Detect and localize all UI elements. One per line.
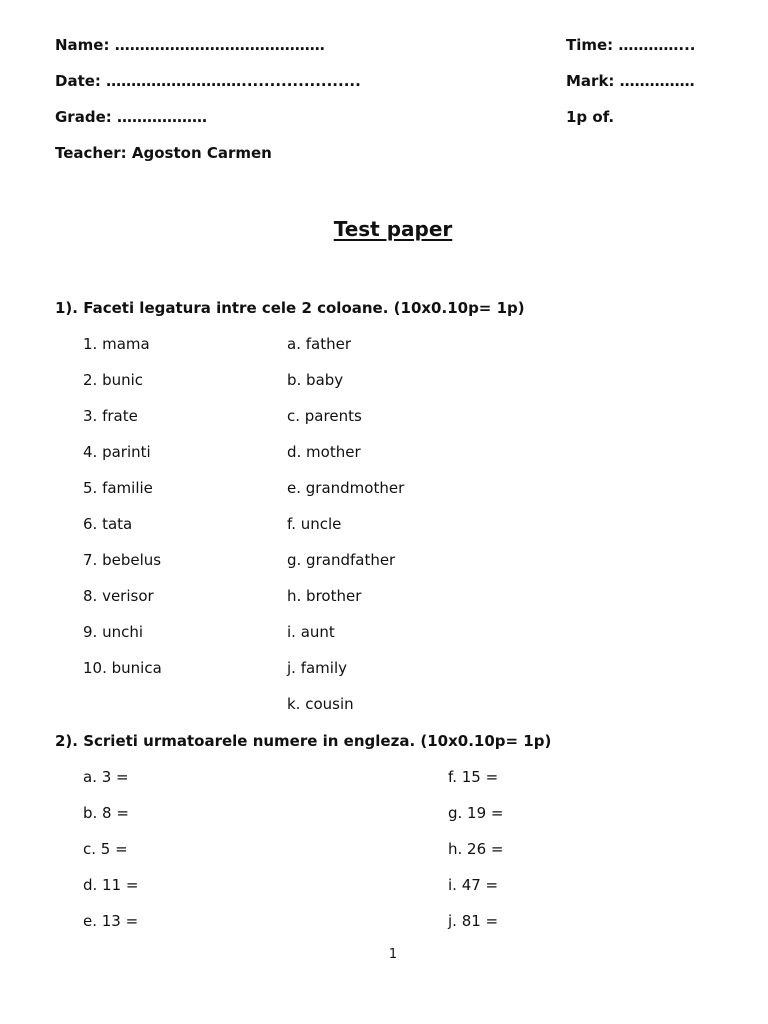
exercise-1-instruction: 1). Faceti legatura intre cele 2 coloane. (10x0.10p= 1p)	[55, 299, 525, 317]
list-item: 5. familie	[83, 479, 153, 497]
list-item: d. mother	[287, 443, 361, 461]
list-item: i. aunt	[287, 623, 335, 641]
grade-field-label: Grade: ………………	[55, 108, 207, 126]
exercise-2-instruction: 2). Scrieti urmatoarele numere in engleza. (10x0.10p= 1p)	[55, 732, 552, 750]
list-item: a. father	[287, 335, 351, 353]
date-field-label: Date: ……………………….....................	[55, 72, 361, 90]
page-number: 1	[388, 947, 398, 962]
list-item: g. grandfather	[287, 551, 396, 569]
list-item: i. 47 =	[448, 876, 499, 894]
list-item: e. 13 =	[83, 912, 139, 930]
list-item: 2. bunic	[83, 371, 144, 389]
name-field-label: Name: ……………………………………	[55, 36, 325, 54]
list-item: h. 26 =	[448, 840, 504, 858]
list-item: 8. verisor	[83, 587, 154, 605]
list-item: 9. unchi	[83, 623, 144, 641]
time-field-label: Time: …………...	[566, 36, 696, 54]
list-item: 3. frate	[83, 407, 138, 425]
list-item: 10. bunica	[83, 659, 162, 677]
list-item: h. brother	[287, 587, 362, 605]
page-title: Test paper	[333, 217, 453, 241]
list-item: f. uncle	[287, 515, 342, 533]
list-item: b. 8 =	[83, 804, 129, 822]
list-item: j. family	[287, 659, 347, 677]
list-item: 6. tata	[83, 515, 133, 533]
list-item: 7. bebelus	[83, 551, 162, 569]
list-item: a. 3 =	[83, 768, 129, 786]
list-item: j. 81 =	[448, 912, 499, 930]
list-item: 1. mama	[83, 335, 150, 353]
list-item: f. 15 =	[448, 768, 499, 786]
list-item: g. 19 =	[448, 804, 504, 822]
list-item: 4. parinti	[83, 443, 151, 461]
points-label: 1p of.	[566, 108, 615, 126]
teacher-label: Teacher: Agoston Carmen	[55, 144, 272, 162]
list-item: c. 5 =	[83, 840, 128, 858]
mark-field-label: Mark: ……………	[566, 72, 695, 90]
list-item: e. grandmother	[287, 479, 405, 497]
list-item: d. 11 =	[83, 876, 139, 894]
list-item: b. baby	[287, 371, 344, 389]
list-item: k. cousin	[287, 695, 354, 713]
list-item: c. parents	[287, 407, 362, 425]
